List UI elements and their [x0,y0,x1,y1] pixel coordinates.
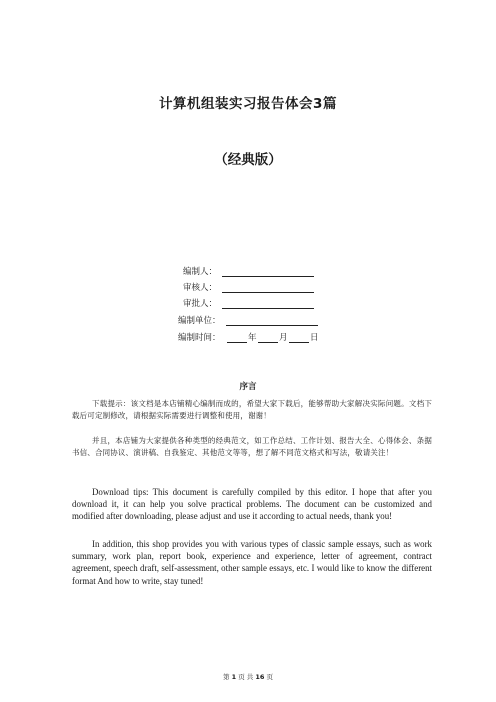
page-footer [0,672,496,681]
time-label: 编制时间： [178,333,221,343]
unit-label: 编制单位： [178,316,221,326]
approver-row [0,297,496,311]
editor-label: 编制人： [183,267,218,277]
reviewer-row [0,281,496,295]
year-label: 年 [248,333,257,343]
preface-paragraph-4: In addition, this shop provides you with various types of classic sample essays, such as work summary, work plan, report book, experience and experience, letter of agreement, contract agreement, speech draft, self-assessment, other sample essays, etc. I would like to know the different format And how to write, stay tuned! [72,539,432,586]
day-blank-line [289,342,309,343]
time-row [0,331,496,345]
unit-row [0,314,496,328]
total-page-count: 16 [255,673,265,681]
footer-suffix: 页 [266,673,273,681]
footer-prefix: 第 [223,673,230,681]
preface-heading: 序言 [239,382,257,392]
preface-paragraph-3: Download tips: This document is carefully compiled by this editor. I hope that after you download it, it can help you solve practical problems. The document can be customized and modified after downloading, please adjust and use it according to actual needs, thank you! [72,487,432,522]
approver-blank-line [222,308,314,309]
month-blank-line [258,342,278,343]
year-blank-line [227,342,247,343]
footer-middle: 页 共 [238,673,254,681]
reviewer-label: 审核人： [183,283,218,293]
editor-blank-line [222,276,314,277]
approver-label: 审批人： [183,299,218,309]
editor-row [0,265,496,279]
reviewer-blank-line [222,292,314,293]
document-subtitle: （经典版） [214,152,282,168]
preface-paragraph-2: 并且，本店铺为大家提供各种类型的经典范文，如工作总结、工作计划、报告大全、心得体会、条据书信、合同协议、演讲稿、自我鉴定、其他范文等等，想了解不同范文格式和写法，敬请关注！ [72,436,432,458]
day-label: 日 [310,333,319,343]
document-title: 计算机组装实习报告体会3篇 [159,96,337,112]
current-page-number: 1 [231,673,237,681]
month-label: 月 [279,333,288,343]
unit-blank-line [226,325,318,326]
preface-paragraph-1: 下载提示：该文档是本店铺精心编制而成的，希望大家下载后，能够帮助大家解决实际问题。文档下载后可定制修改，请根据实际需要进行调整和使用，谢谢！ [72,399,432,421]
